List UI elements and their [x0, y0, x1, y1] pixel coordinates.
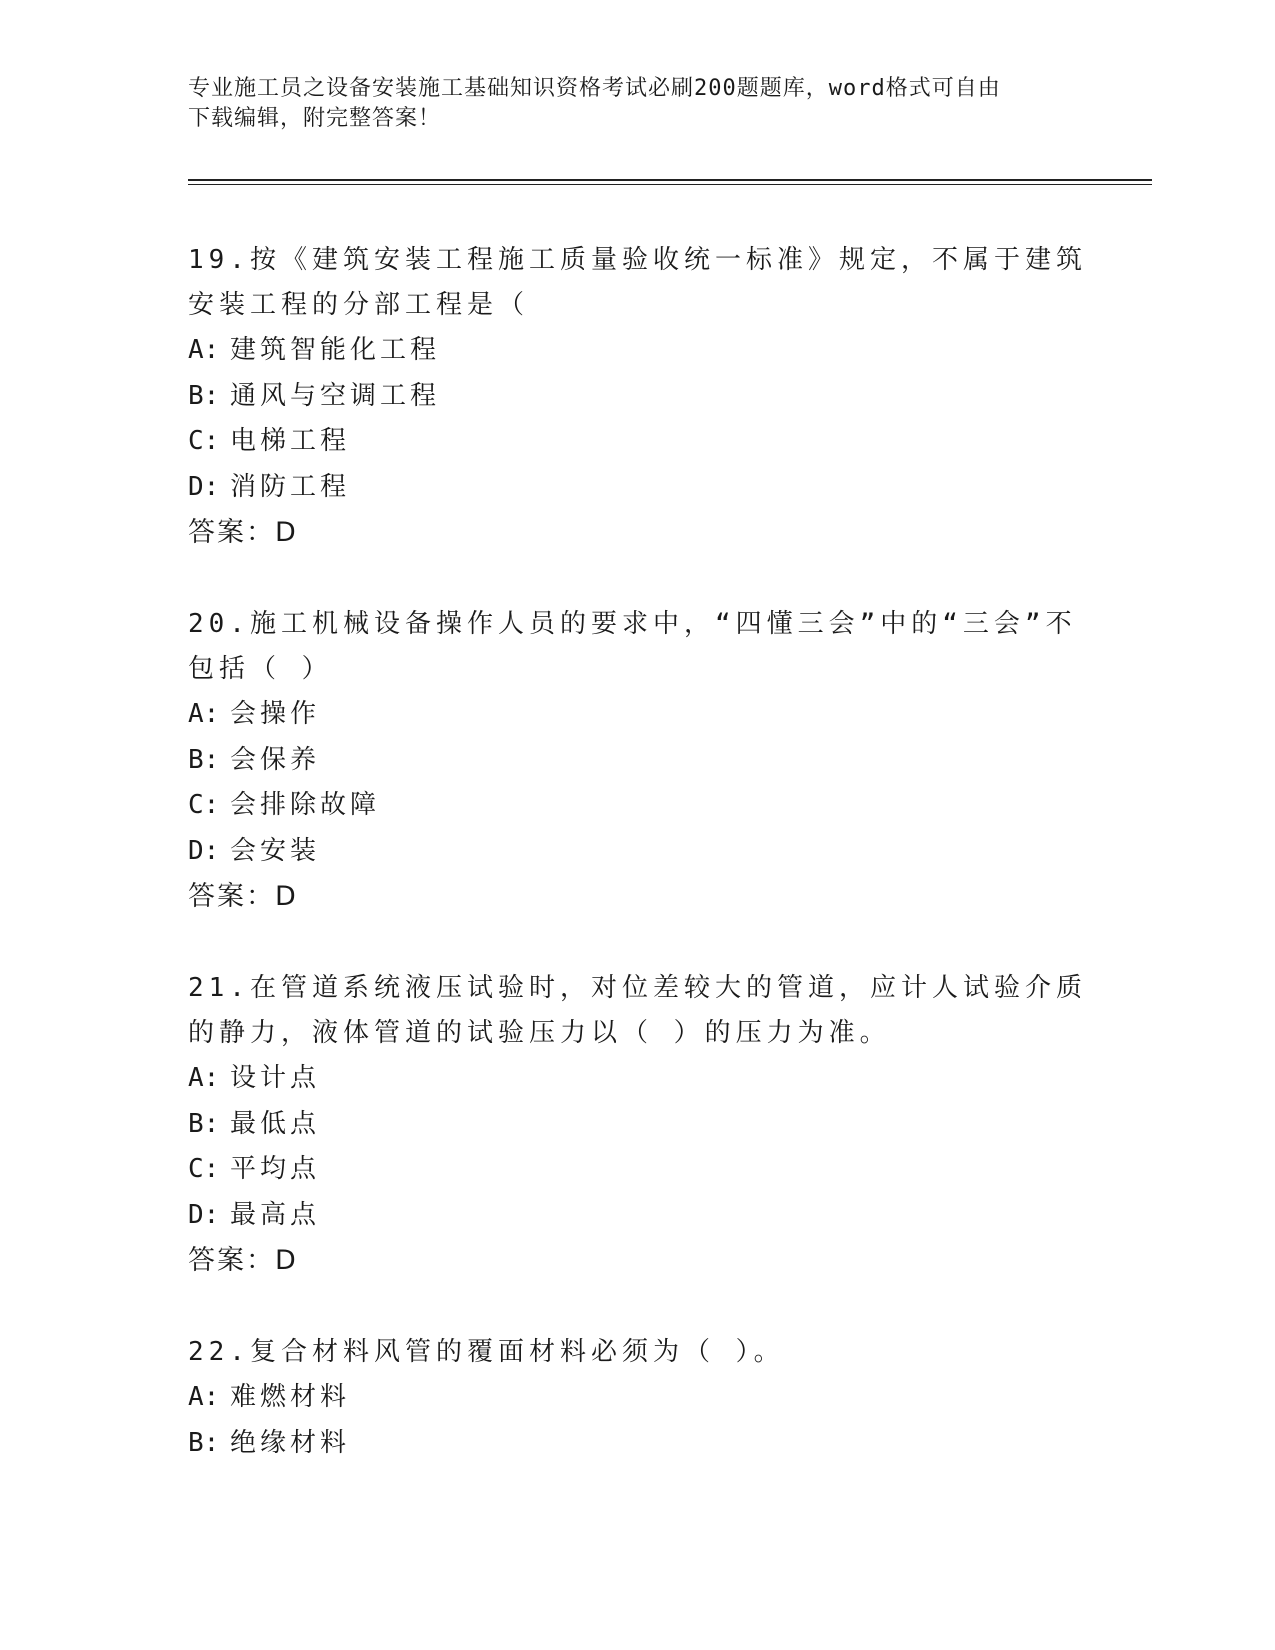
option-letter: A: — [188, 699, 220, 729]
question-20 — [188, 602, 1088, 919]
option-text: 最低点 — [230, 1108, 321, 1139]
question-22 — [188, 1330, 1088, 1466]
option-text: 会安装 — [230, 835, 321, 866]
question-list — [188, 238, 1088, 1513]
option-letter: D: — [188, 471, 220, 502]
question-text: 20.施工机械设备操作人员的要求中，“四懂三会”中的“三会”不包括（ ） — [188, 609, 1077, 684]
option-letter: C: — [188, 1154, 220, 1184]
option-a — [188, 692, 1088, 738]
option-letter: A: — [188, 1382, 220, 1412]
option-d — [188, 465, 1088, 511]
option-letter: B: — [188, 380, 220, 411]
option-text: 会操作 — [230, 699, 321, 729]
option-text: 通风与空调工程 — [230, 380, 441, 411]
option-c — [188, 419, 1088, 465]
header-line-1: 专业施工员之设备安装施工基础知识资格考试必刷200题题库，word格式可自由 — [188, 76, 1001, 101]
option-text: 最高点 — [230, 1199, 321, 1230]
option-text: 建筑智能化工程 — [230, 335, 441, 365]
option-letter: C: — [188, 790, 220, 820]
option-letter: A: — [188, 335, 220, 365]
answer-line: 答案：D — [188, 881, 298, 912]
option-letter: D: — [188, 1199, 220, 1230]
option-c — [188, 1147, 1088, 1193]
option-b — [188, 738, 1088, 784]
header-line-2: 下载编辑，附完整答案！ — [188, 106, 442, 131]
option-a — [188, 1375, 1088, 1421]
header-divider-thin — [188, 184, 1152, 185]
question-text: 22.复合材料风管的覆面材料必须为（ ）。 — [188, 1337, 785, 1367]
option-letter: A: — [188, 1063, 220, 1093]
question-19 — [188, 238, 1088, 555]
option-letter: B: — [188, 1427, 220, 1458]
option-a — [188, 328, 1088, 374]
answer-line: 答案：D — [188, 1245, 298, 1276]
option-text: 会保养 — [230, 744, 321, 775]
option-letter: C: — [188, 426, 220, 456]
option-b — [188, 1421, 1088, 1467]
header-divider — [188, 179, 1152, 181]
option-letter: B: — [188, 744, 220, 775]
option-a — [188, 1056, 1088, 1102]
option-text: 平均点 — [230, 1154, 321, 1184]
question-21 — [188, 966, 1088, 1283]
option-c — [188, 783, 1088, 829]
option-d — [188, 1193, 1088, 1239]
option-text: 难燃材料 — [230, 1382, 351, 1412]
option-letter: B: — [188, 1108, 220, 1139]
option-b — [188, 374, 1088, 420]
option-text: 消防工程 — [230, 471, 351, 502]
answer-line: 答案：D — [188, 517, 298, 548]
option-text: 绝缘材料 — [230, 1427, 351, 1458]
option-text: 设计点 — [230, 1063, 321, 1093]
option-d — [188, 829, 1088, 875]
document-header — [188, 74, 1088, 134]
question-text: 21.在管道系统液压试验时，对位差较大的管道，应计人试验介质的静力，液体管道的试验压力以（ ）的压力为准。 — [188, 973, 1087, 1048]
option-text: 电梯工程 — [230, 426, 351, 456]
option-b — [188, 1102, 1088, 1148]
question-text: 19.按《建筑安装工程施工质量验收统一标准》规定，不属于建筑安装工程的分部工程是（ — [188, 245, 1087, 320]
option-text: 会排除故障 — [230, 790, 381, 820]
option-letter: D: — [188, 835, 220, 866]
